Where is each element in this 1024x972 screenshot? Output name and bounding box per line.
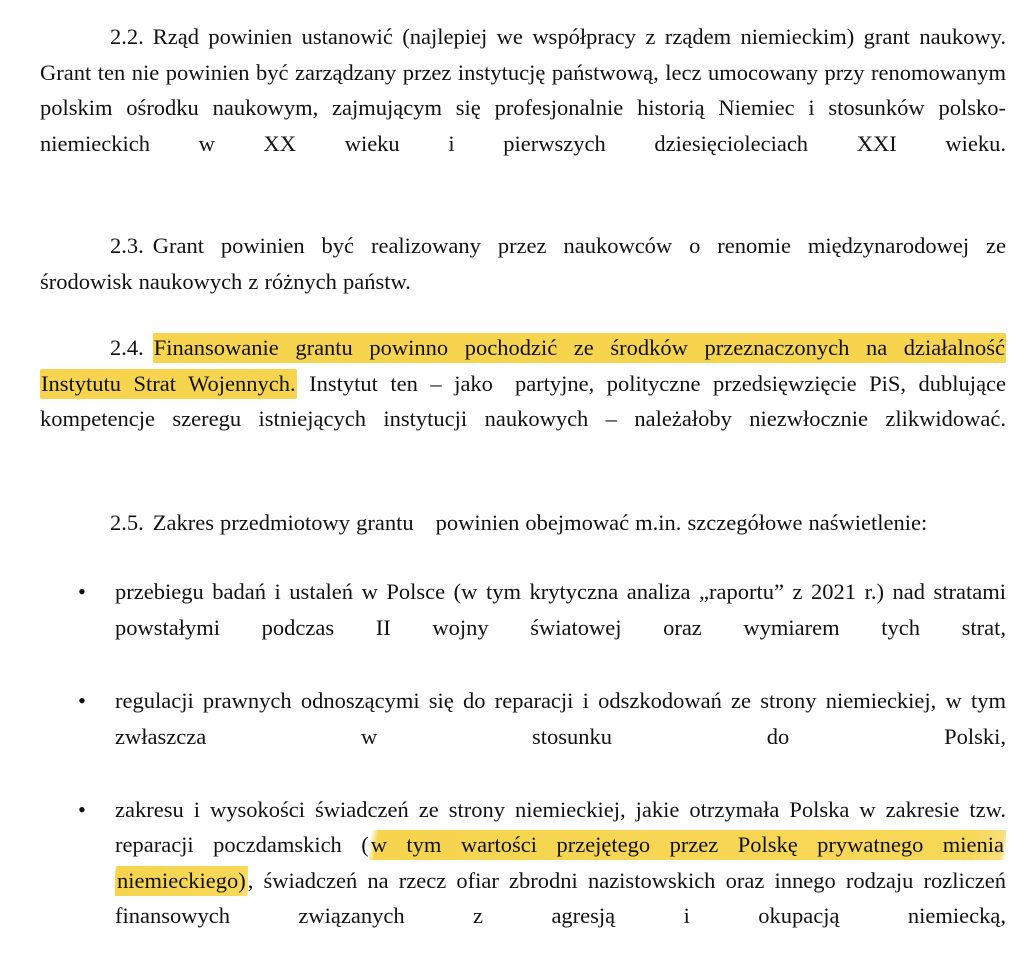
paragraph-2-4-rest-2: jako (454, 370, 493, 396)
paragraph-2-2 (40, 19, 1006, 197)
paragraph-2-5-text-1: Zakres przedmiotowy grantu (152, 509, 414, 535)
bullet-icon: • (78, 796, 86, 822)
paragraph-2-5-text-2: powinien obejmować m.in. szczegółowe naświetlenie: (435, 509, 928, 535)
bullet-icon: • (78, 687, 86, 713)
bullet-icon: • (78, 579, 86, 605)
document-content (40, 0, 1006, 972)
paragraph-2-4-dash: – (430, 370, 442, 396)
highlight-prywatne-mienie-niemieckie: w tym wartości przejętego przez Polskę prywatnego mienia niemieckiego) (115, 830, 1006, 896)
paragraph-2-3-text: Grant powinien być realizowany przez naukowców o renomie międzynarodowej ze środowisk naukowych z różnych państw. (40, 232, 1006, 294)
paragraph-2-4 (40, 330, 1006, 472)
paragraph-2-3 (40, 228, 1006, 299)
list-item-text-before-highlight: zakresu i wysokości świadczeń ze strony niemieckiej, jakie otrzymała Polska w zakresie tzw. reparacji poczdamskich ( (115, 796, 1006, 858)
list-item-text: przebiegu badań i ustaleń w Polsce (w tym krytyczna analiza „raportu” z 2021 r.) nad stratami powstałymi podczas II wojny światowej oraz wymiarem tych strat, (115, 579, 1006, 640)
paragraph-2-4-rest-3: partyjne, polityczne przedsięwzięcie PiS, dublujące kompetencje szeregu istniejących instytucji naukowych – należałoby niezwłocznie zlikwidować. (40, 370, 1007, 432)
paragraph-2-2-text: Rząd powinien ustanowić (najlepiej we współpracy z rządem niemieckim) grant naukowy. Grant ten nie powinien być zarządzany przez instytucję państwową, lecz umocowany przy renomowanym polskim ośrodku naukowym, zajmującym się profesjonalnie historią Niemiec i stosunków polsko-niemieckich w XX wieku i pierwszych dziesięcioleciach XXI wieku. (40, 24, 1006, 156)
list-item-text: regulacji prawnych odnoszącymi się do reparacji i odszkodowań ze strony niemieckiej, w tym zwłaszcza w stosunku do Polski, (115, 687, 1006, 749)
highlight-instytut-strat-wojennych: Finansowanie grantu powinno pochodzić ze środków przeznaczonych na działalność Instytutu Strat Wojennych. (40, 333, 1006, 399)
paragraph-2-5 (40, 505, 1006, 541)
paragraph-2-4-number: 2.4. (110, 335, 144, 361)
bullet-list (40, 574, 1006, 970)
paragraph-2-5-number: 2.5. (110, 509, 144, 535)
list-item (40, 574, 1006, 681)
paragraph-2-4-rest-1: Instytut ten (309, 370, 418, 396)
list-item-text-after-highlight: , świadczeń na rzecz ofiar zbrodni nazistowskich oraz innego rodzaju rozliczeń finansowych związanych z agresją i okupacją niemiecką, (115, 867, 1006, 929)
paragraph-2-2-number: 2.2. (110, 24, 144, 49)
list-item (40, 792, 1006, 970)
paragraph-2-3-number: 2.3. (110, 232, 144, 258)
list-item (40, 683, 1006, 790)
